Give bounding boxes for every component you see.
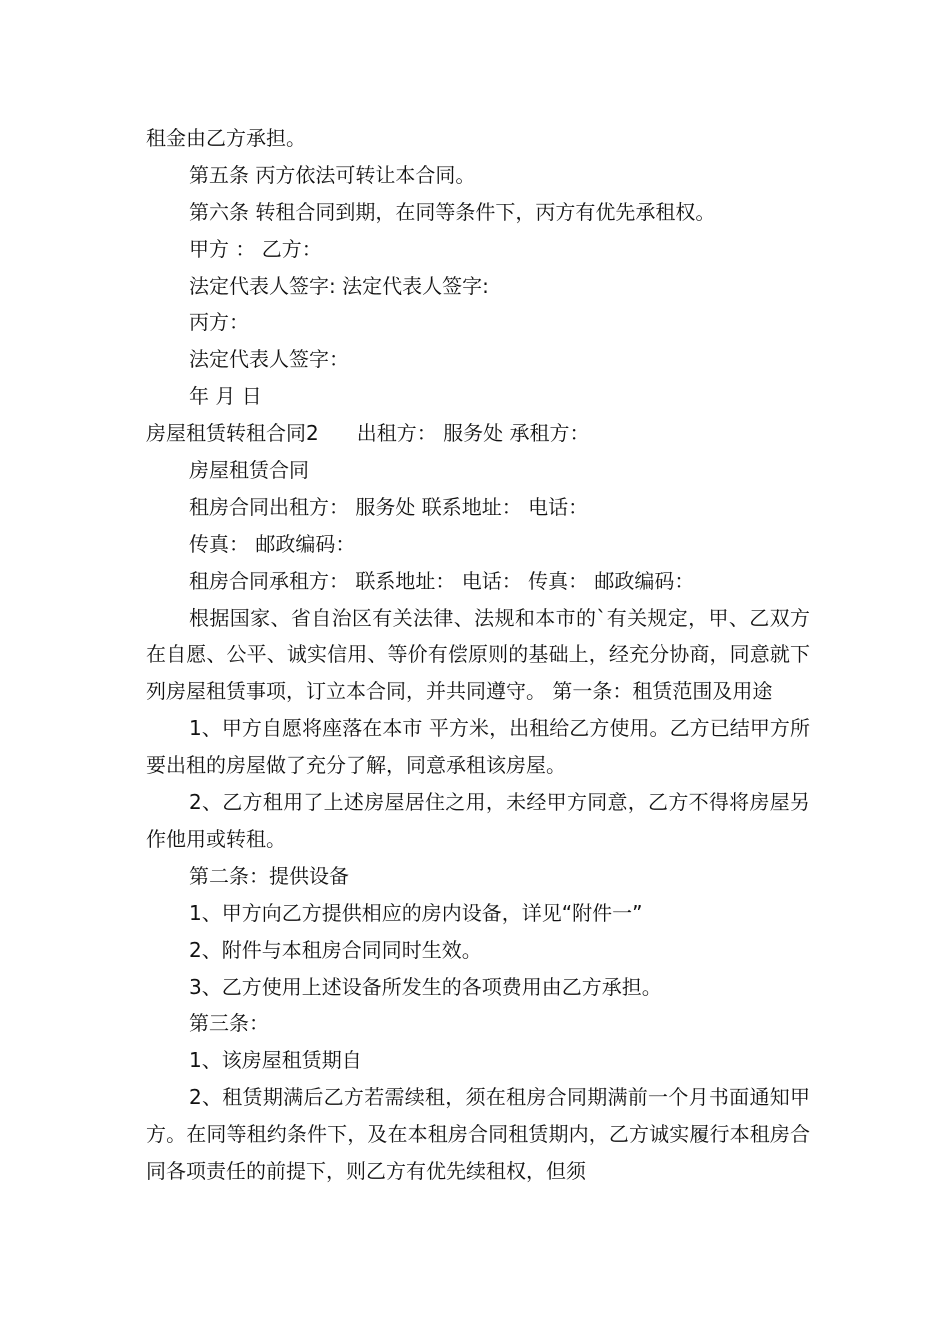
text-line: 甲方 ： 乙方： (189, 236, 322, 261)
text-line: 第二条：提供设备 (189, 863, 349, 888)
text-line: 1、该房屋租赁期自 (189, 1048, 362, 1073)
text-line: 法定代表人签字: 法定代表人签字: (189, 273, 489, 298)
text-line: 租房合同出租方： 服务处 联系地址： 电话： (189, 494, 589, 519)
text-line: 租房合同承租方： 联系地址： 电话： 传真： 邮政编码： (189, 568, 695, 593)
paragraph: 根据国家、省自治区有关法律、法规和本市的`有关规定，甲、乙双方在自愿、公平、诚实信用、等价有偿原则的基础上，经充分协商，同意就下列房屋租赁事项，订立本合同，并共同遵守。 第一条：租赁范围及用途 (146, 605, 810, 704)
text-line: 第六条 转租合同到期，在同等条件下，丙方有优先承租权。 (189, 199, 716, 224)
document-body (146, 120, 810, 1190)
text-line: 房屋租赁合同 (189, 458, 309, 483)
text-line: 第三条： (189, 1011, 269, 1036)
section-heading: 房屋租赁转租合同2 (146, 421, 319, 446)
text-line: 3、乙方使用上述设备所发生的各项费用由乙方承担。 (189, 974, 662, 999)
text-line: 1、甲方向乙方提供相应的房内设备，详见“附件一” (189, 900, 643, 925)
text-line: 丙方： (189, 310, 249, 335)
text-line: 租金由乙方承担。 (146, 126, 306, 150)
paragraph: 2、乙方租用了上述房屋居住之用，未经甲方同意，乙方不得将房屋另作他用或转租。 (146, 790, 810, 852)
text-line: 传真： 邮政编码： (189, 531, 356, 556)
text-line: 第五条 丙方依法可转让本合同。 (189, 162, 476, 187)
text-line: 法定代表人签字： (189, 347, 349, 372)
section-heading-line (146, 415, 810, 452)
section-heading-parties: 出租方： 服务处 承租方： (356, 421, 590, 446)
text-line: 2、附件与本租房合同同时生效。 (189, 937, 482, 962)
text-line: 年 月 日 (189, 384, 262, 409)
paragraph: 1、甲方自愿将座落在本市 平方米，出租给乙方使用。乙方已结甲方所要出租的房屋做了充分了解，同意承租该房屋。 (146, 716, 810, 778)
paragraph: 2、租赁期满后乙方若需续租，须在租房合同期满前一个月书面通知甲方。在同等租约条件下，及在本租房合同租赁期内，乙方诚实履行本租房合同各项责任的前提下，则乙方有优先续租权，但须 (146, 1085, 810, 1184)
